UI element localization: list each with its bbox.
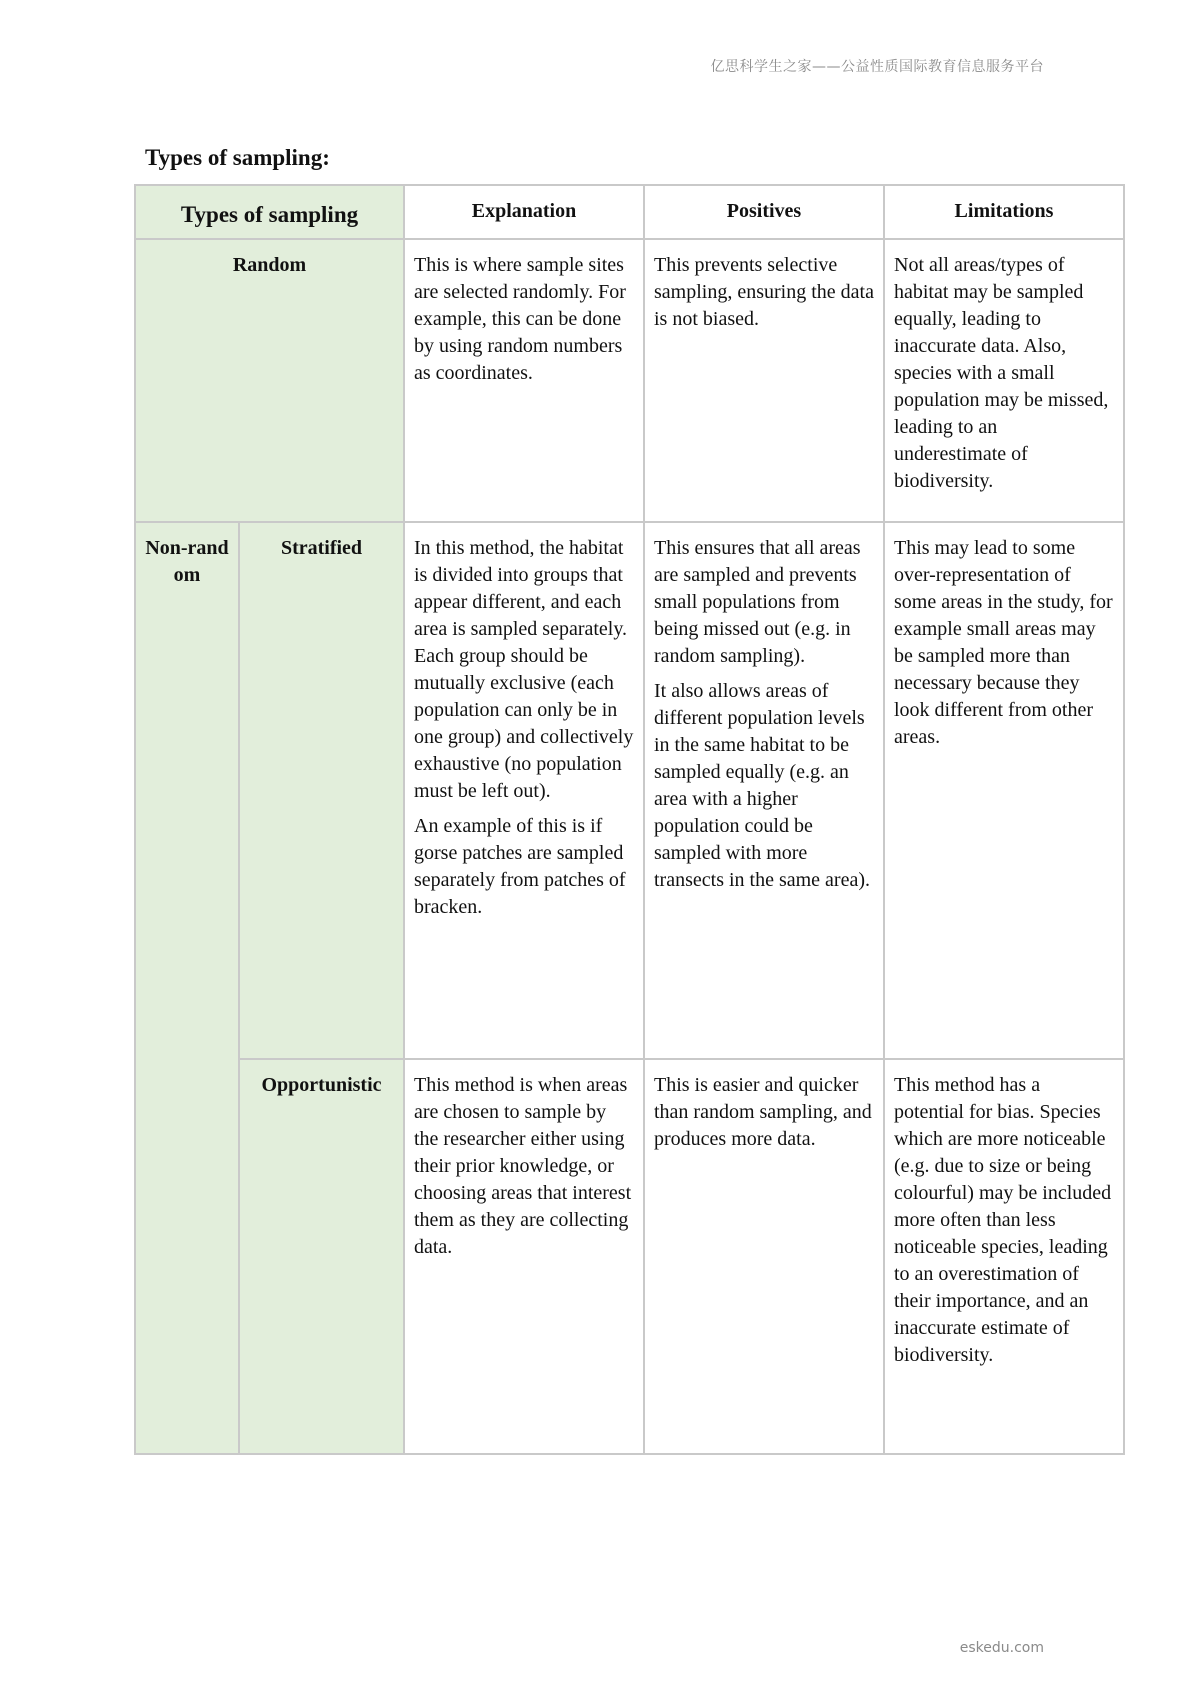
stratified-positives-paragraph: It also allows areas of different population levels in the same habitat to be sampled equally (e.g. an area with a higher population could be sampled with more transects in the same area). xyxy=(654,680,871,891)
header-positives: Positives xyxy=(644,185,884,239)
header-explanation: Explanation xyxy=(404,185,644,239)
random-limitations: Not all areas/types of habitat may be sampled equally, leading to inaccurate data. Also, species with a small population may be missed, leading to an underestimate of biodiversity. xyxy=(884,239,1124,522)
table-row-random xyxy=(135,239,1124,522)
stratified-positives xyxy=(644,522,884,1059)
document-title: Types of sampling: xyxy=(145,145,330,170)
random-explanation: This is where sample sites are selected randomly. For example, this can be done by using random numbers as coordinates. xyxy=(404,239,644,522)
header-site-name: 亿思科学生之家——公益性质国际教育信息服务平台 xyxy=(710,59,1044,75)
stratified-limitations: This may lead to some over-representation of some areas in the study, for example small areas may be sampled more than necessary because they look different from other areas. xyxy=(884,522,1124,1059)
stratified-explanation xyxy=(404,522,644,1059)
stratified-explanation-paragraph: In this method, the habitat is divided into groups that appear different, and each area is sampled separately. Each group should be mutually exclusive (each population can only be in one group) and collectively exhaustive (no population must be left out). xyxy=(414,537,634,802)
table-row-stratified xyxy=(135,522,1124,1059)
stratified-positives-paragraph: This ensures that all areas are sampled and prevents small populations from being missed out (e.g. in random sampling). xyxy=(654,537,861,667)
footer-domain: eskedu.com xyxy=(959,1640,1044,1656)
opportunistic-explanation: This method is when areas are chosen to sample by the researcher either using their prior knowledge, or choosing areas that interest them as they are collecting data. xyxy=(404,1059,644,1454)
sampling-types-table xyxy=(134,184,1125,1455)
non-random-label: Non-random xyxy=(145,537,229,586)
table-row-opportunistic xyxy=(135,1059,1124,1454)
table-header-row xyxy=(135,185,1124,239)
opportunistic-limitations: This method has a potential for bias. Species which are more noticeable (e.g. due to size or being colourful) may be included more often than less noticeable species, leading to an overestimation of their importance, and an inaccurate estimate of biodiversity. xyxy=(884,1059,1124,1454)
header-types-of-sampling: Types of sampling xyxy=(135,185,404,239)
random-positives: This prevents selective sampling, ensuring the data is not biased. xyxy=(644,239,884,522)
opportunistic-positives: This is easier and quicker than random sampling, and produces more data. xyxy=(644,1059,884,1454)
stratified-explanation-paragraph: An example of this is if gorse patches are sampled separately from patches of bracken. xyxy=(414,815,626,918)
row-label-stratified: Stratified xyxy=(239,522,404,1059)
row-label-opportunistic: Opportunistic xyxy=(239,1059,404,1454)
row-label-random: Random xyxy=(135,239,404,522)
row-label-non-random xyxy=(135,522,239,1454)
header-limitations: Limitations xyxy=(884,185,1124,239)
